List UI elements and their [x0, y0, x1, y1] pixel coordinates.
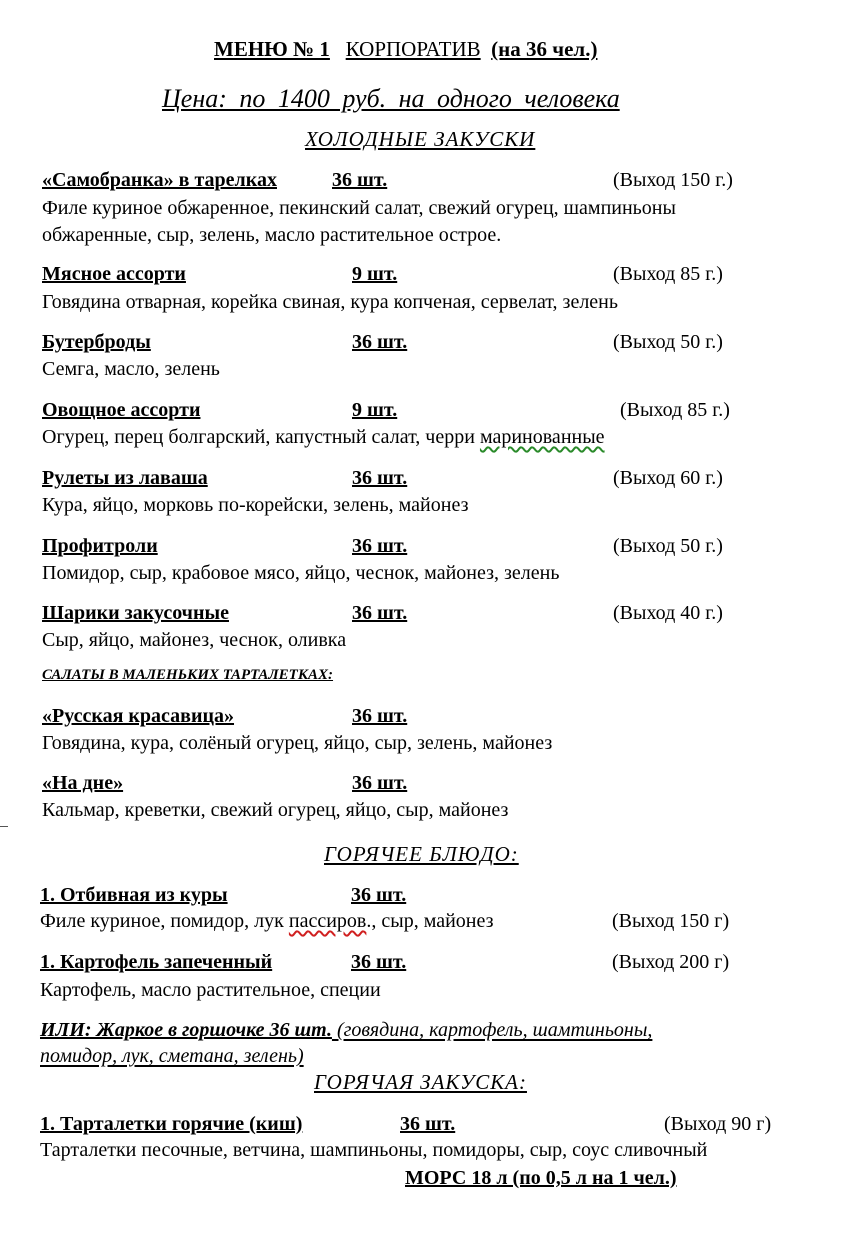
drink-line: МОРС 18 л (по 0,5 л на 1 чел.)	[405, 1167, 677, 1189]
item-qty: 36 шт.	[352, 331, 408, 353]
item-qty: 36 шт.	[352, 535, 408, 557]
item-yield: (Выход 60 г.)	[613, 467, 723, 489]
item-desc: Говядина, кура, солёный огурец, яйцо, сыр, зелень, майонез	[42, 732, 553, 754]
item-name: Шарики закусочные	[42, 602, 229, 624]
item-qty: 36 шт.	[400, 1113, 456, 1135]
item-yield: (Выход 85 г.)	[620, 399, 730, 421]
alternative-dish-cont: помидор, лук, сметана, зелень)	[40, 1045, 304, 1067]
item-yield: (Выход 50 г.)	[613, 535, 723, 557]
event-name: КОРПОРАТИВ	[345, 37, 481, 61]
item-name: 1. Тарталетки горячие (киш)	[40, 1113, 303, 1135]
item-name: 1. Отбивная из куры	[40, 884, 228, 906]
item-name: «Русская красавица»	[42, 705, 235, 727]
item-desc: Помидор, сыр, крабовое мясо, яйцо, чеснок, майонез, зелень	[42, 562, 560, 584]
item-desc: Огурец, перец болгарский, капустный салат, черри маринованные	[42, 426, 605, 448]
item-desc: Филе куриное, помидор, лук пассиров., сыр, майонез	[40, 910, 494, 932]
item-yield: (Выход 50 г.)	[613, 331, 723, 353]
section-hot-title: ГОРЯЧЕЕ БЛЮДО:	[324, 842, 519, 866]
item-name: 1. Картофель запеченный	[40, 951, 273, 973]
item-yield: (Выход 150 г)	[612, 910, 730, 932]
item-desc: Кальмар, креветки, свежий огурец, яйцо, сыр, майонез	[42, 799, 509, 821]
menu-number: МЕНЮ № 1	[214, 37, 330, 61]
item-yield: (Выход 200 г)	[612, 951, 730, 973]
item-desc: Кура, яйцо, морковь по-корейски, зелень, майонез	[42, 494, 469, 516]
item-yield: (Выход 40 г.)	[613, 602, 723, 624]
item-qty: 36 шт.	[352, 772, 408, 794]
item-qty: 36 шт.	[332, 169, 388, 191]
item-yield: (Выход 150 г.)	[613, 169, 733, 191]
guest-count: (на 36 чел.)	[491, 37, 598, 61]
item-qty: 36 шт.	[352, 467, 408, 489]
item-name: Профитроли	[42, 535, 158, 557]
item-desc: Семга, масло, зелень	[42, 358, 220, 380]
menu-title	[214, 39, 597, 60]
item-desc: Говядина отварная, корейка свиная, кура копченая, сервелат, зелень	[42, 291, 618, 313]
item-name: Овощное ассорти	[42, 399, 201, 421]
item-yield: (Выход 85 г.)	[613, 263, 723, 285]
price-line: Цена: по 1400 руб. на одного человека	[162, 84, 620, 113]
section-cold-title: ХОЛОДНЫЕ ЗАКУСКИ	[305, 127, 536, 151]
item-desc: Картофель, масло растительное, специи	[40, 979, 381, 1001]
item-name: Бутерброды	[42, 331, 151, 353]
item-qty: 36 шт.	[351, 884, 407, 906]
item-name: Мясное ассорти	[42, 263, 186, 285]
item-name: «На дне»	[42, 772, 124, 794]
item-desc: Тарталетки песочные, ветчина, шампиньоны, помидоры, сыр, соус сливочный	[40, 1139, 708, 1161]
item-desc: Сыр, яйцо, майонез, чеснок, оливка	[42, 629, 347, 651]
item-qty: 36 шт.	[351, 951, 407, 973]
section-hot-snack-title: ГОРЯЧАЯ ЗАКУСКА:	[314, 1070, 527, 1094]
item-qty: 9 шт.	[352, 399, 398, 421]
item-name: «Самобранка» в тарелках	[42, 169, 277, 191]
item-desc: Филе куриное обжаренное, пекинский салат, свежий огурец, шампиньоны	[42, 197, 676, 219]
alternative-dish: ИЛИ: Жаркое в горшочке 36 шт. (говядина, картофель, шамтиньоны,	[40, 1019, 653, 1041]
item-desc: обжаренные, сыр, зелень, масло растительное острое.	[42, 224, 502, 246]
item-qty: 9 шт.	[352, 263, 398, 285]
item-name: Рулеты из лаваша	[42, 467, 208, 489]
item-qty: 36 шт.	[352, 705, 408, 727]
margin-mark	[0, 826, 8, 827]
item-yield: (Выход 90 г)	[664, 1113, 772, 1135]
section-tartlets-title: САЛАТЫ В МАЛЕНЬКИХ ТАРТАЛЕТКАХ:	[42, 667, 334, 683]
item-qty: 36 шт.	[352, 602, 408, 624]
